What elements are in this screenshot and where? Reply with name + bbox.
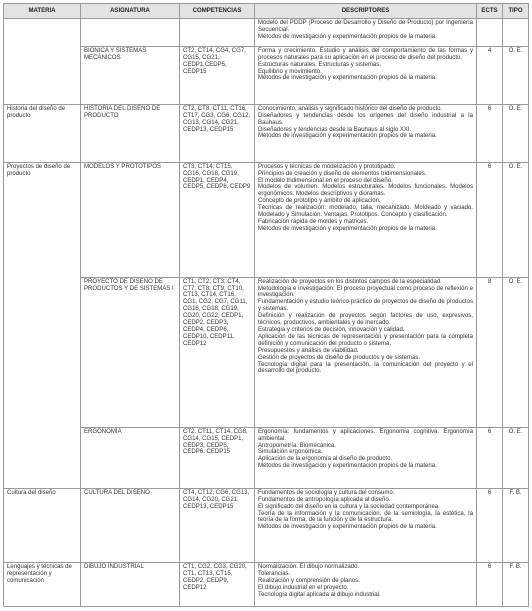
descriptor-line: Realización de proyectos en los distintos campos de la especialidad. bbox=[258, 278, 442, 285]
descriptor-line: Métodos de investigación y experimentación propios de la materia. bbox=[258, 524, 437, 531]
tipo-cell: O. E. bbox=[503, 162, 529, 277]
descriptor-line: Métodos de investigación y experimentación propios de la materia. bbox=[258, 225, 437, 232]
header-descriptores: DESCRIPTORES bbox=[255, 4, 477, 19]
header-row bbox=[4, 4, 529, 19]
table-row bbox=[4, 427, 529, 488]
descriptor-line: Aplicación de las técnicas de representación y presentación para la completa definición y comunicación del producto o sistema. bbox=[258, 333, 473, 347]
ects-cell: 6 bbox=[477, 162, 503, 277]
descriptor-line: Métodos de investigación y experimentación propios de la materia. bbox=[258, 463, 437, 470]
ects-cell: 6 bbox=[477, 104, 503, 162]
header-tipo: TIPO bbox=[503, 4, 529, 19]
ects-cell: 6 bbox=[477, 427, 503, 488]
tipo-cell: O. E. bbox=[503, 104, 529, 162]
descriptor-line: Metodología e investigación: El proceso proyectual como proceso de reflexión e investigación. bbox=[258, 285, 473, 299]
materia-cell bbox=[4, 19, 81, 105]
descriptor-line: Conocimiento, análisis y significado histórico del diseño de producto. bbox=[258, 105, 443, 112]
competencias-cell: CT4, CT12, CG6, CG13, CG14, CG20, CG21, CEDP13, CEDP15 bbox=[180, 488, 255, 563]
table-row bbox=[4, 104, 529, 162]
header-ects: ECTS bbox=[477, 4, 503, 19]
ects-cell: 8 bbox=[477, 277, 503, 427]
descriptor-line: Modelo del PDDP (Proceso de Desarrollo y Diseño de Producto) por Ingeniería Secuencial. bbox=[258, 19, 473, 33]
asignatura-cell: CULTURA DEL DISEÑO bbox=[81, 488, 180, 563]
descriptor-line: Tolerancias. bbox=[258, 571, 291, 578]
descriptor-line: Fundamentos de sociología y cultura del consumo. bbox=[258, 489, 395, 496]
descriptor-line: Métodos de investigación y experimentación propios de la materia. bbox=[258, 33, 437, 40]
table-row bbox=[4, 563, 529, 607]
descriptores-cell bbox=[255, 488, 477, 563]
descriptores-cell bbox=[255, 46, 477, 104]
asignatura-cell: BIÓNICA Y SISTEMAS MECÁNICOS bbox=[81, 46, 180, 104]
descriptor-line: Equilibrio y movimiento. bbox=[258, 68, 322, 75]
descriptor-line: Simulación ergonómica. bbox=[258, 449, 323, 456]
ects-cell: 6 bbox=[477, 563, 503, 607]
asignatura-cell: ERGONOMÍA bbox=[81, 427, 180, 488]
descriptor-line: Principios de creación y diseño de elementos tridimensionales. bbox=[258, 170, 427, 177]
materia-cell: Proyectos de diseño de producto bbox=[4, 162, 81, 488]
materia-cell: Historia del diseño de producto bbox=[4, 104, 81, 162]
table-row bbox=[4, 488, 529, 563]
materia-cell: Cultura del diseño bbox=[4, 488, 81, 563]
asignatura-cell bbox=[81, 19, 180, 47]
competencias-cell: CT3, CT14, CT15, CG16, CG18, CG19, CEDP1, CEDP4, CEDP5, CEDP8, CEDP9 bbox=[180, 162, 255, 277]
descriptor-line: Definición y realización de proyectos según factores de uso, expresivos, técnicos, productivos, ambientales y de mercado. bbox=[258, 313, 473, 327]
descriptor-line: Métodos de investigación y experimentación propios de la materia. bbox=[258, 133, 437, 140]
descriptores-cell bbox=[255, 427, 477, 488]
descriptor-line: Fundamentos de antropología aplicada al diseño. bbox=[258, 496, 391, 503]
tipo-cell: O. E. bbox=[503, 277, 529, 427]
descriptor-line: Modelos de volumen. Modelos estructurales. Modelos funcionales. Modelos ergonómicos. Modelos descriptivos y dioramas. bbox=[258, 184, 473, 198]
descriptores-cell bbox=[255, 162, 477, 277]
competencias-cell: CT2, CT8, CT11, CT16, CT17, CG3, CG6, CG12, CG13, CG14, CG21, CEDP13, CEDP15 bbox=[180, 104, 255, 162]
table-row bbox=[4, 162, 529, 277]
header-competencias: COMPETENCIAS bbox=[180, 4, 255, 19]
descriptor-line: Tecnología digital aplicada al dibujo industrial. bbox=[258, 591, 381, 598]
descriptor-line: El dibujo industrial en el proyecto. bbox=[258, 585, 349, 592]
tipo-cell bbox=[503, 19, 529, 47]
tipo-cell: O. E. bbox=[503, 427, 529, 488]
competencias-cell: CT1, CT2, CT3, CT4, CT7, CT8, CT9, CT10, CT13, CT14, CT16, CG1, CG2, CG7, CG11, CG16, CG18, CG19, CG20, CG22, CEDP1, CEDP2, CEDP3, CEDP4, CEDP6, CEDP10, CEDP11, CEDP12 bbox=[180, 277, 255, 427]
descriptor-line: Gestión de proyectos de diseño de productos y de sistemas. bbox=[258, 354, 421, 361]
descriptores-cell bbox=[255, 563, 477, 607]
descriptor-line: El significado del diseño en la cultura y la sociedad contemporánea. bbox=[258, 503, 440, 510]
descriptor-line: Antropometría. Biomecánica. bbox=[258, 442, 336, 449]
descriptor-line: Teoría de la información y la comunicación, de la semiología, la estética, la teoría de la forma, de la función y de la estructura. bbox=[258, 510, 473, 524]
competencias-cell: CT2, CT11, CT14, CG8, CG14, CG15, CEDP1, CEDP3, CEDP5, CEDP6, CEDP15 bbox=[180, 427, 255, 488]
asignatura-cell: PROYECTO DE DISEÑO DE PRODUCTOS Y DE SISTEMAS I bbox=[81, 277, 180, 427]
table-row bbox=[4, 277, 529, 427]
competencias-cell: CT2, CT14, CG4, CG7, CG15, CG21, CEDP1,CEDP5, CEDP15 bbox=[180, 46, 255, 104]
descriptor-line: Concepto de prototipo y ámbito de aplicación. bbox=[258, 198, 381, 205]
tipo-cell: F. B. bbox=[503, 563, 529, 607]
descriptor-line: Forma y crecimiento. Estudio y análisis del comportamiento de las formas y procesos naturales para su aplicación en el proceso de diseño del producto. bbox=[258, 47, 473, 61]
asignatura-cell: HISTORIA DEL DISEÑO DE PRODUCTO bbox=[81, 104, 180, 162]
tipo-cell: O. E. bbox=[503, 46, 529, 104]
descriptor-line: Estrategia y criterios de decisión, innovación y calidad. bbox=[258, 327, 405, 334]
table-header bbox=[4, 4, 529, 19]
table-body bbox=[4, 19, 529, 607]
descriptor-line: Fundamentación y estudio teórico-práctico de proyectos de diseño de productos y sistemas. bbox=[258, 299, 473, 313]
table-row bbox=[4, 19, 529, 47]
descriptor-line: Métodos de investigación y experimentación propios de la materia. bbox=[258, 75, 437, 82]
descriptor-line: Procesos y técnicas de modelización y prototipado. bbox=[258, 163, 396, 170]
descriptores-cell bbox=[255, 104, 477, 162]
competencias-cell bbox=[180, 19, 255, 47]
ects-cell: 6 bbox=[477, 488, 503, 563]
asignatura-cell: MODELOS Y PROTOTIPOS bbox=[81, 162, 180, 277]
descriptor-line: Estructuras naturales. Estructuras y sistemas. bbox=[258, 61, 381, 68]
descriptor-line: Fabricación rápida de moldes y matrices. bbox=[258, 219, 369, 226]
competencias-cell: CT1, CG2, CG3, CG20, CT1, CT13, CT15, CEDP2, CEDP9, CEDP12 bbox=[180, 563, 255, 607]
descriptor-line: Normalización. El dibujo normalizado. bbox=[258, 564, 360, 571]
ects-cell: 4 bbox=[477, 46, 503, 104]
descriptor-line: Presupuestos y análisis de viabilidad. bbox=[258, 347, 359, 354]
descriptores-cell bbox=[255, 19, 477, 47]
materia-cell: Lenguajes y técnicas de representación y comunicación bbox=[4, 563, 81, 607]
asignatura-cell: DIBUJO INDUSTRIAL bbox=[81, 563, 180, 607]
descriptor-line: Realización y comprensión de planos. bbox=[258, 578, 360, 585]
descriptor-line: Diseñadores y tendencias desde la Bauhaus al siglo XXI. bbox=[258, 126, 412, 133]
descriptor-line: Diseñadores y tendencias desde los orígenes del diseño industrial a la Bauhaus. bbox=[258, 112, 473, 126]
descriptor-line: Tecnología digital para la presentación, la comunicación del proyecto y el desarrollo del producto. bbox=[258, 361, 473, 375]
curriculum-table bbox=[3, 3, 529, 607]
descriptor-line: El modelo tridimensional en el proceso del diseño. bbox=[258, 177, 393, 184]
descriptor-line: Técnicas de realización: modelado, talla, mecanizado. Moldeado y vaciado. Modelado y Simulación. Ventajas. Prototipos. Concepto y clasificación. bbox=[258, 205, 473, 219]
header-asignatura: ASIGNATURA bbox=[81, 4, 180, 19]
descriptor-line: Ergonomía: fundamentos y aplicaciones. Ergonomía cognitiva. Ergonomía ambiental. bbox=[258, 428, 473, 442]
descriptores-cell bbox=[255, 277, 477, 427]
header-materia: MATERIA bbox=[4, 4, 81, 19]
table-row bbox=[4, 46, 529, 104]
curriculum-document bbox=[3, 3, 528, 607]
descriptor-line: Aplicación de la ergonomía al diseño de producto. bbox=[258, 456, 393, 463]
tipo-cell: F. B. bbox=[503, 488, 529, 563]
ects-cell bbox=[477, 19, 503, 47]
